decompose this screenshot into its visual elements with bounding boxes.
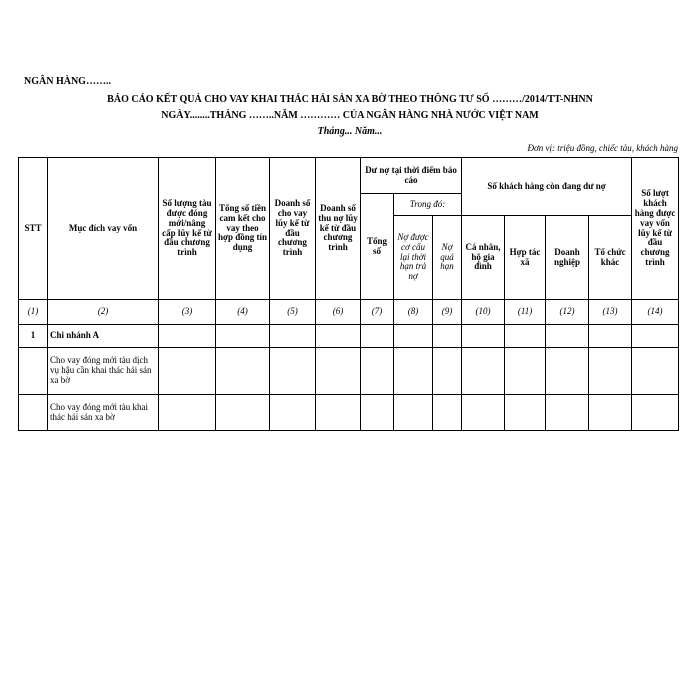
data-cell	[505, 348, 546, 395]
col-number: (2)	[48, 300, 159, 325]
header-restructured: Nợ được cơ cấu lại thời hạn trả nợ	[394, 216, 433, 300]
data-cell	[462, 325, 505, 348]
col-number: (12)	[546, 300, 589, 325]
data-cell	[632, 395, 679, 431]
data-cell	[316, 348, 361, 395]
data-cell	[505, 325, 546, 348]
data-cell	[433, 348, 462, 395]
report-table	[18, 157, 679, 431]
data-cell	[546, 348, 589, 395]
header-other-org: Tổ chức khác	[589, 216, 632, 300]
bank-name: NGÂN HÀNG……..	[24, 76, 111, 87]
header-individual: Cá nhân, hộ gia đình	[462, 216, 505, 300]
data-cell	[316, 325, 361, 348]
data-cell	[433, 325, 462, 348]
col-number: (6)	[316, 300, 361, 325]
col-number: (7)	[361, 300, 394, 325]
header-collected: Doanh số thu nợ lũy kế từ đầu chương trình	[316, 158, 361, 300]
data-cell	[632, 325, 679, 348]
data-cell	[216, 348, 270, 395]
header-customers-group: Số khách hàng còn đang dư nợ	[462, 158, 632, 216]
col-number: (13)	[589, 300, 632, 325]
table-row	[19, 325, 679, 348]
data-cell	[394, 395, 433, 431]
col-number: (10)	[462, 300, 505, 325]
header-of-which: Trong đó:	[394, 194, 462, 216]
row-stt	[19, 395, 48, 431]
col-number: (8)	[394, 300, 433, 325]
data-cell	[270, 348, 316, 395]
data-cell	[270, 395, 316, 431]
data-cell	[361, 325, 394, 348]
header-disbursed: Doanh số cho vay lũy kế từ đầu chương trình	[270, 158, 316, 300]
row-purpose: Chi nhánh A	[48, 325, 159, 348]
data-cell	[159, 395, 216, 431]
header-stt: STT	[19, 158, 48, 300]
table-row	[19, 348, 679, 395]
header-coop: Hợp tác xã	[505, 216, 546, 300]
header-purpose: Mục đích vay vốn	[48, 158, 159, 300]
data-cell	[394, 348, 433, 395]
row-stt	[19, 348, 48, 395]
data-cell	[216, 325, 270, 348]
col-number: (3)	[159, 300, 216, 325]
data-cell	[433, 395, 462, 431]
data-cell	[216, 395, 270, 431]
header-enterprise: Doanh nghiệp	[546, 216, 589, 300]
header-debt-group: Dư nợ tại thời điểm báo cáo	[361, 158, 462, 194]
data-cell	[394, 325, 433, 348]
row-purpose: Cho vay đóng mới tàu dịch vụ hậu cần khai thác hải sản xa bờ	[48, 348, 159, 395]
col-number: (9)	[433, 300, 462, 325]
col-number: (14)	[632, 300, 679, 325]
row-stt: 1	[19, 325, 48, 348]
report-period: Tháng... Năm...	[317, 126, 383, 137]
unit-note: Đơn vị: triệu đồng, chiếc tàu, khách hàng	[527, 143, 678, 153]
header-overdue: Nợ quá hạn	[433, 216, 462, 300]
header-total: Tổng số	[361, 194, 394, 300]
data-cell	[361, 395, 394, 431]
col-number: (5)	[270, 300, 316, 325]
data-cell	[546, 325, 589, 348]
data-cell	[159, 325, 216, 348]
data-cell	[361, 348, 394, 395]
data-cell	[505, 395, 546, 431]
data-cell	[589, 395, 632, 431]
column-number-row	[19, 300, 679, 325]
col-number: (4)	[216, 300, 270, 325]
data-cell	[270, 325, 316, 348]
report-title: BÁO CÁO KẾT QUẢ CHO VAY KHAI THÁC HẢI SẢN XA BỜ THEO THÔNG TƯ SỐ ………/2014/TT-NHNN	[107, 94, 593, 105]
header-committed: Tổng số tiền cam kết cho vay theo hợp đồng tín dụng	[216, 158, 270, 300]
data-cell	[589, 348, 632, 395]
col-number: (1)	[19, 300, 48, 325]
data-cell	[462, 348, 505, 395]
data-cell	[462, 395, 505, 431]
header-ships: Số lượng tàu được đóng mới/nâng cấp lũy kế từ đầu chương trình	[159, 158, 216, 300]
data-cell	[546, 395, 589, 431]
data-cell	[159, 348, 216, 395]
data-cell	[589, 325, 632, 348]
header-loan-count: Số lượt khách hàng được vay vốn lũy kế từ đầu chương trình	[632, 158, 679, 300]
data-cell	[316, 395, 361, 431]
row-purpose: Cho vay đóng mới tàu khai thác hải sản xa bờ	[48, 395, 159, 431]
table-row	[19, 395, 679, 431]
data-cell	[632, 348, 679, 395]
col-number: (11)	[505, 300, 546, 325]
report-subtitle: NGÀY........THÁNG ……..NĂM ………… CỦA NGÂN HÀNG NHÀ NƯỚC VIỆT NAM	[161, 110, 539, 121]
